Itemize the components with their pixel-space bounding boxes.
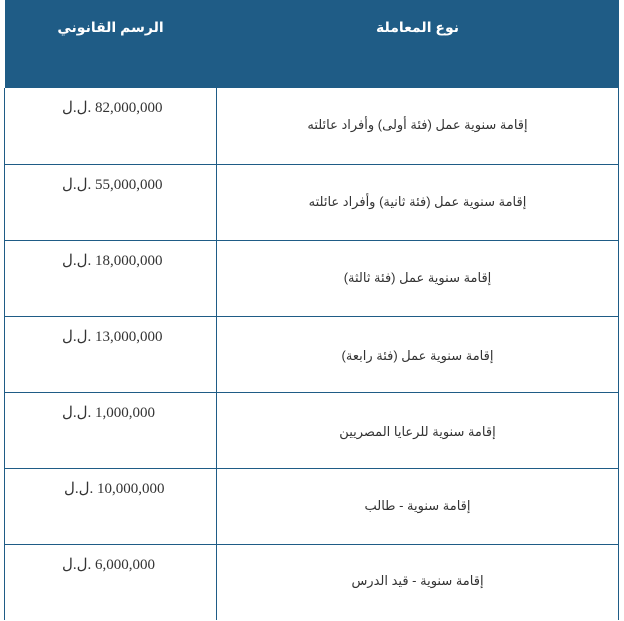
fee-cell bbox=[5, 468, 217, 544]
fee-cell bbox=[5, 316, 217, 392]
fee-currency: ل.ل. bbox=[62, 556, 92, 573]
table-row bbox=[5, 316, 619, 392]
table-body bbox=[5, 88, 619, 620]
table-row bbox=[5, 240, 619, 316]
table-row bbox=[5, 88, 619, 164]
fee-currency: ل.ل. bbox=[62, 404, 92, 421]
header-transaction-type: نوع المعاملة bbox=[217, 0, 619, 88]
fee-cell bbox=[5, 544, 217, 620]
table-row bbox=[5, 468, 619, 544]
transaction-type-cell: إقامة سنوية عمل (فئة أولى) وأفراد عائلته bbox=[217, 88, 619, 164]
fee-currency: ل.ل. bbox=[64, 480, 94, 497]
table-row bbox=[5, 544, 619, 620]
fee-amount: 6,000,000 bbox=[95, 556, 156, 573]
fee-cell bbox=[5, 164, 217, 240]
fee-cell bbox=[5, 240, 217, 316]
transaction-type-cell: إقامة سنوية عمل (فئة ثانية) وأفراد عائلته bbox=[217, 164, 619, 240]
table-header bbox=[5, 0, 619, 88]
header-fee: الرسم القانوني bbox=[5, 0, 217, 88]
fee-amount: 55,000,000 bbox=[95, 176, 163, 193]
transaction-type-cell: إقامة سنوية للرعايا المصريين bbox=[217, 392, 619, 468]
fee-amount: 13,000,000 bbox=[95, 328, 163, 345]
table-row bbox=[5, 164, 619, 240]
table-row bbox=[5, 392, 619, 468]
table-header-row bbox=[5, 0, 619, 88]
fee-amount: 10,000,000 bbox=[97, 480, 165, 497]
fees-table bbox=[4, 0, 619, 620]
transaction-type-cell: إقامة سنوية عمل (فئة رابعة) bbox=[217, 316, 619, 392]
fee-amount: 1,000,000 bbox=[95, 404, 156, 421]
transaction-type-cell: إقامة سنوية - طالب bbox=[217, 468, 619, 544]
fee-currency: ل.ل. bbox=[62, 328, 92, 345]
fee-cell bbox=[5, 392, 217, 468]
fee-currency: ل.ل. bbox=[62, 176, 92, 193]
fee-currency: ل.ل. bbox=[62, 252, 92, 269]
transaction-type-cell: إقامة سنوية - قيد الدرس bbox=[217, 544, 619, 620]
fee-amount: 82,000,000 bbox=[95, 100, 163, 116]
fee-cell bbox=[5, 88, 217, 164]
transaction-type-cell: إقامة سنوية عمل (فئة ثالثة) bbox=[217, 240, 619, 316]
fee-currency: ل.ل. bbox=[62, 100, 92, 116]
fee-amount: 18,000,000 bbox=[95, 252, 163, 269]
